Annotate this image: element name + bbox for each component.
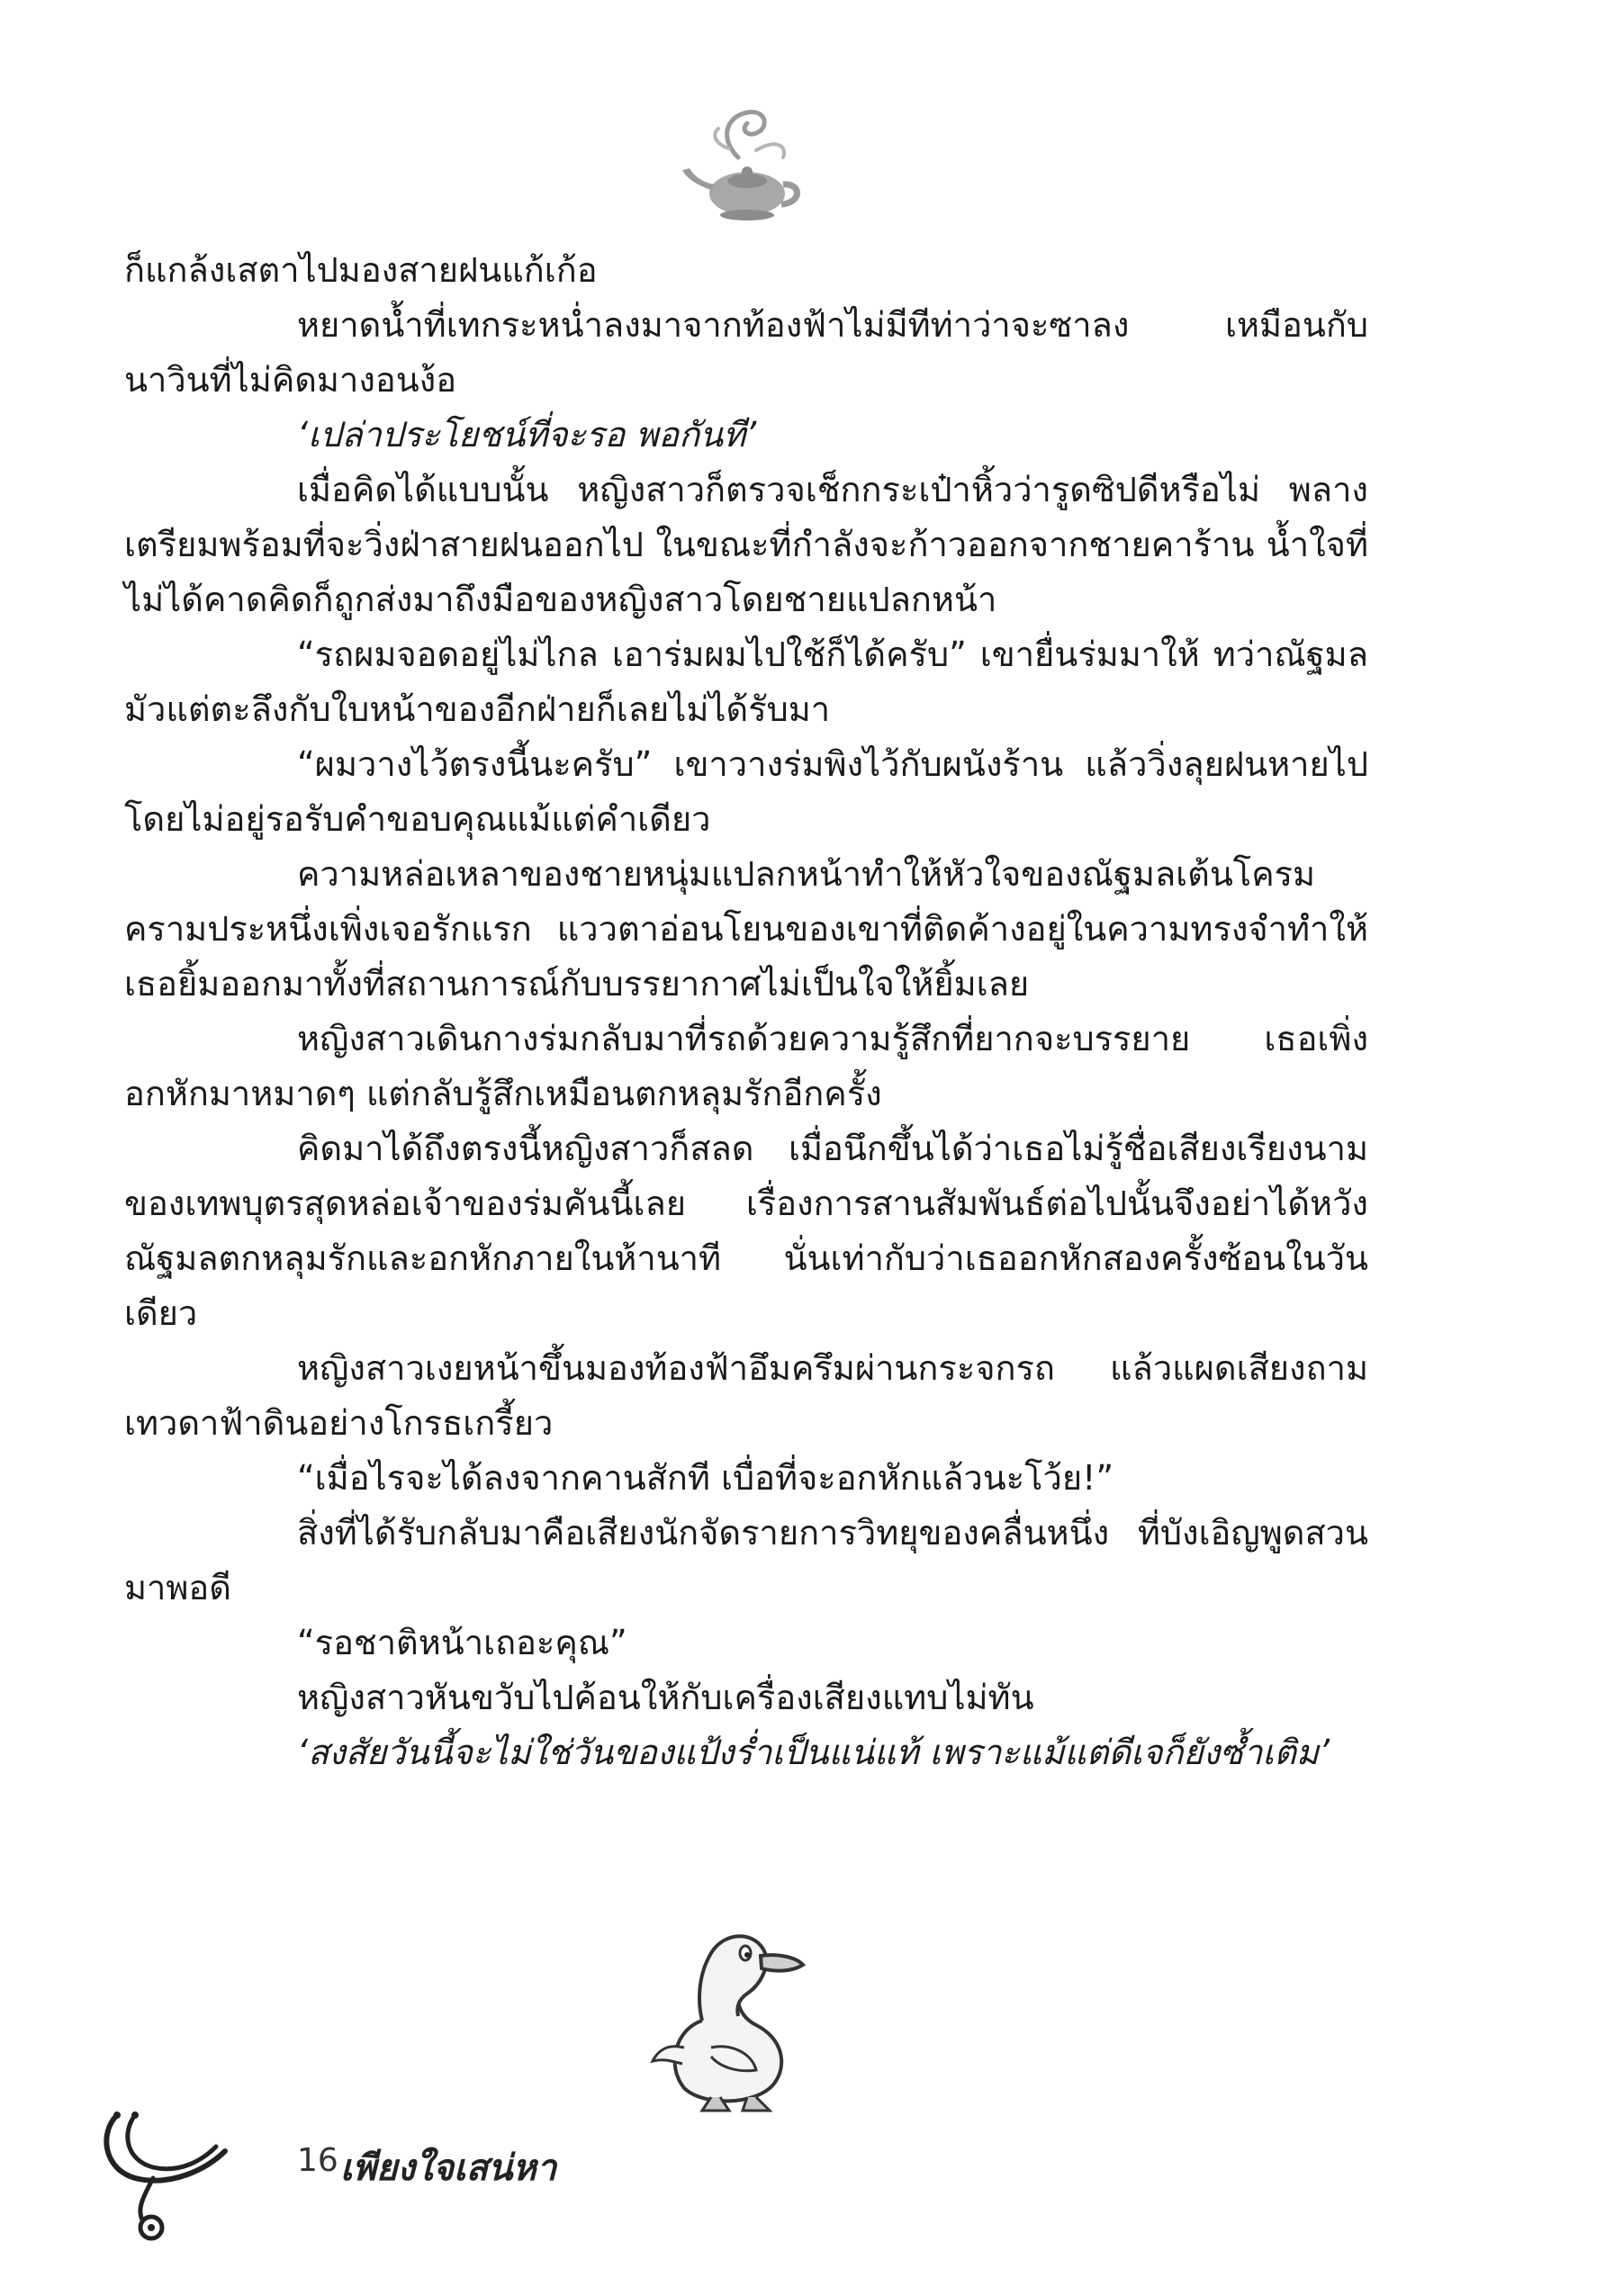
- paragraph-10: หญิงสาวเงยหน้าขึ้นมองท้องฟ้าอึมครึมผ่านกระจกรถ แล้วแผดเสียงถามเทวดาฟ้าดินอย่างโกรธเกรี้ยว: [124, 1348, 1368, 1443]
- paragraph-9: คิดมาได้ถึงตรงนี้หญิงสาวก็สลด เมื่อนึกขึ้นได้ว่าเธอไม่รู้ชื่อเสียงเรียงนามของเทพบุตรสุดหล่อเจ้าของร่มคันนี้เลย เรื่องการสานสัมพันธ์ต่อไปนั้นจึงอย่าได้หวังณัฐมลตกหลุมรักและอกหักภายในห้านาที นั่นเท่ากับว่าเธออกหักสองครั้งซ้อนในวันเดียว: [124, 1129, 1368, 1333]
- paragraph-13-dialogue: “รอชาติหน้าเถอะคุณ”: [297, 1623, 627, 1662]
- stethoscope-icon: [90, 2097, 270, 2241]
- paragraph-5-dialogue: “รถผมจอดอยู่ไม่ไกล เอาร่มผมไปใช้ก็ได้ครับ” เขายื่นร่มมาให้ ทว่าณัฐมลมัวแต่ตะลึงกับใบหน้าของอีกฝ่ายก็เลยไม่ได้รับมา: [124, 635, 1368, 729]
- page-footer: [90, 2097, 720, 2241]
- paragraph-12: สิ่งที่ได้รับกลับมาคือเสียงนักจัดรายการวิทยุของคลื่นหนึ่ง ที่บังเอิญพูดสวนมาพอดี: [124, 1513, 1368, 1607]
- paragraph-14: หญิงสาวหันขวับไปค้อนให้กับเครื่องเสียงแทบไม่ทัน: [297, 1678, 1034, 1717]
- paragraph-2: หยาดน้ำที่เทกระหน่ำลงมาจากท้องฟ้าไม่มีทีท่าว่าจะซาลง เหมือนกับนาวินที่ไม่คิดมางอนง้อ: [124, 305, 1368, 400]
- paragraph-1: ก็แกล้งเสตาไปมองสายฝนแก้เก้อ: [124, 250, 598, 290]
- paragraph-15-thought: ‘สงสัยวันนี้จะไม่ใช่วันของแป้งร่ำเป็นแน่แท้ เพราะแม้แต่ดีเจก็ยังซ้ำเติม’: [297, 1733, 1330, 1772]
- paragraph-4: เมื่อคิดได้แบบนั้น หญิงสาวก็ตรวจเช็กกระเป๋าหิ้วว่ารูดซิปดีหรือไม่ พลางเตรียมพร้อมที่จะวิ่งฝ่าสายฝนออกไป ในขณะที่กำลังจะก้าวออกจากชายคาร้าน น้ำใจที่ไม่ได้คาดคิดก็ถูกส่งมาถึงมือของหญิงสาวโดยชายแปลกหน้า: [124, 470, 1368, 619]
- teapot-lamp-icon: [675, 95, 810, 230]
- paragraph-8: หญิงสาวเดินกางร่มกลับมาที่รถด้วยความรู้สึกที่ยากจะบรรยาย เธอเพิ่งอกหักมาหมาดๆ แต่กลับรู้สึกเหมือนตกหลุมรักอีกครั้ง: [124, 1019, 1368, 1113]
- duck-illustration-icon: [648, 1913, 819, 2115]
- paragraph-3-thought: ‘เปล่าประโยชน์ที่จะรอ พอกันที’: [297, 415, 757, 455]
- page-body: [124, 243, 1368, 1780]
- paragraph-6-dialogue: “ผมวางไว้ตรงนี้นะครับ” เขาวางร่มพิงไว้กับผนังร้าน แล้ววิ่งลุยฝนหายไปโดยไม่อยู่รอรับคำขอบคุณแม้แต่คำเดียว: [124, 744, 1368, 839]
- page-number: 16: [297, 2142, 338, 2179]
- paragraph-7: ความหล่อเหลาของชายหนุ่มแปลกหน้าทำให้หัวใจของณัฐมลเต้นโครมครามประหนึ่งเพิ่งเจอรักแรก แววตาอ่อนโยนของเขาที่ติดค้างอยู่ในความทรงจำทำให้เธอยิ้มออกมาทั้งที่สถานการณ์กับบรรยากาศไม่เป็นใจให้ยิ้มเลย: [124, 854, 1368, 1004]
- book-title: เพียงใจเสน่หา: [340, 2147, 557, 2189]
- paragraph-11-dialogue: “เมื่อไรจะได้ลงจากคานสักที เบื่อที่จะอกหักแล้วนะโว้ย!”: [297, 1458, 1114, 1498]
